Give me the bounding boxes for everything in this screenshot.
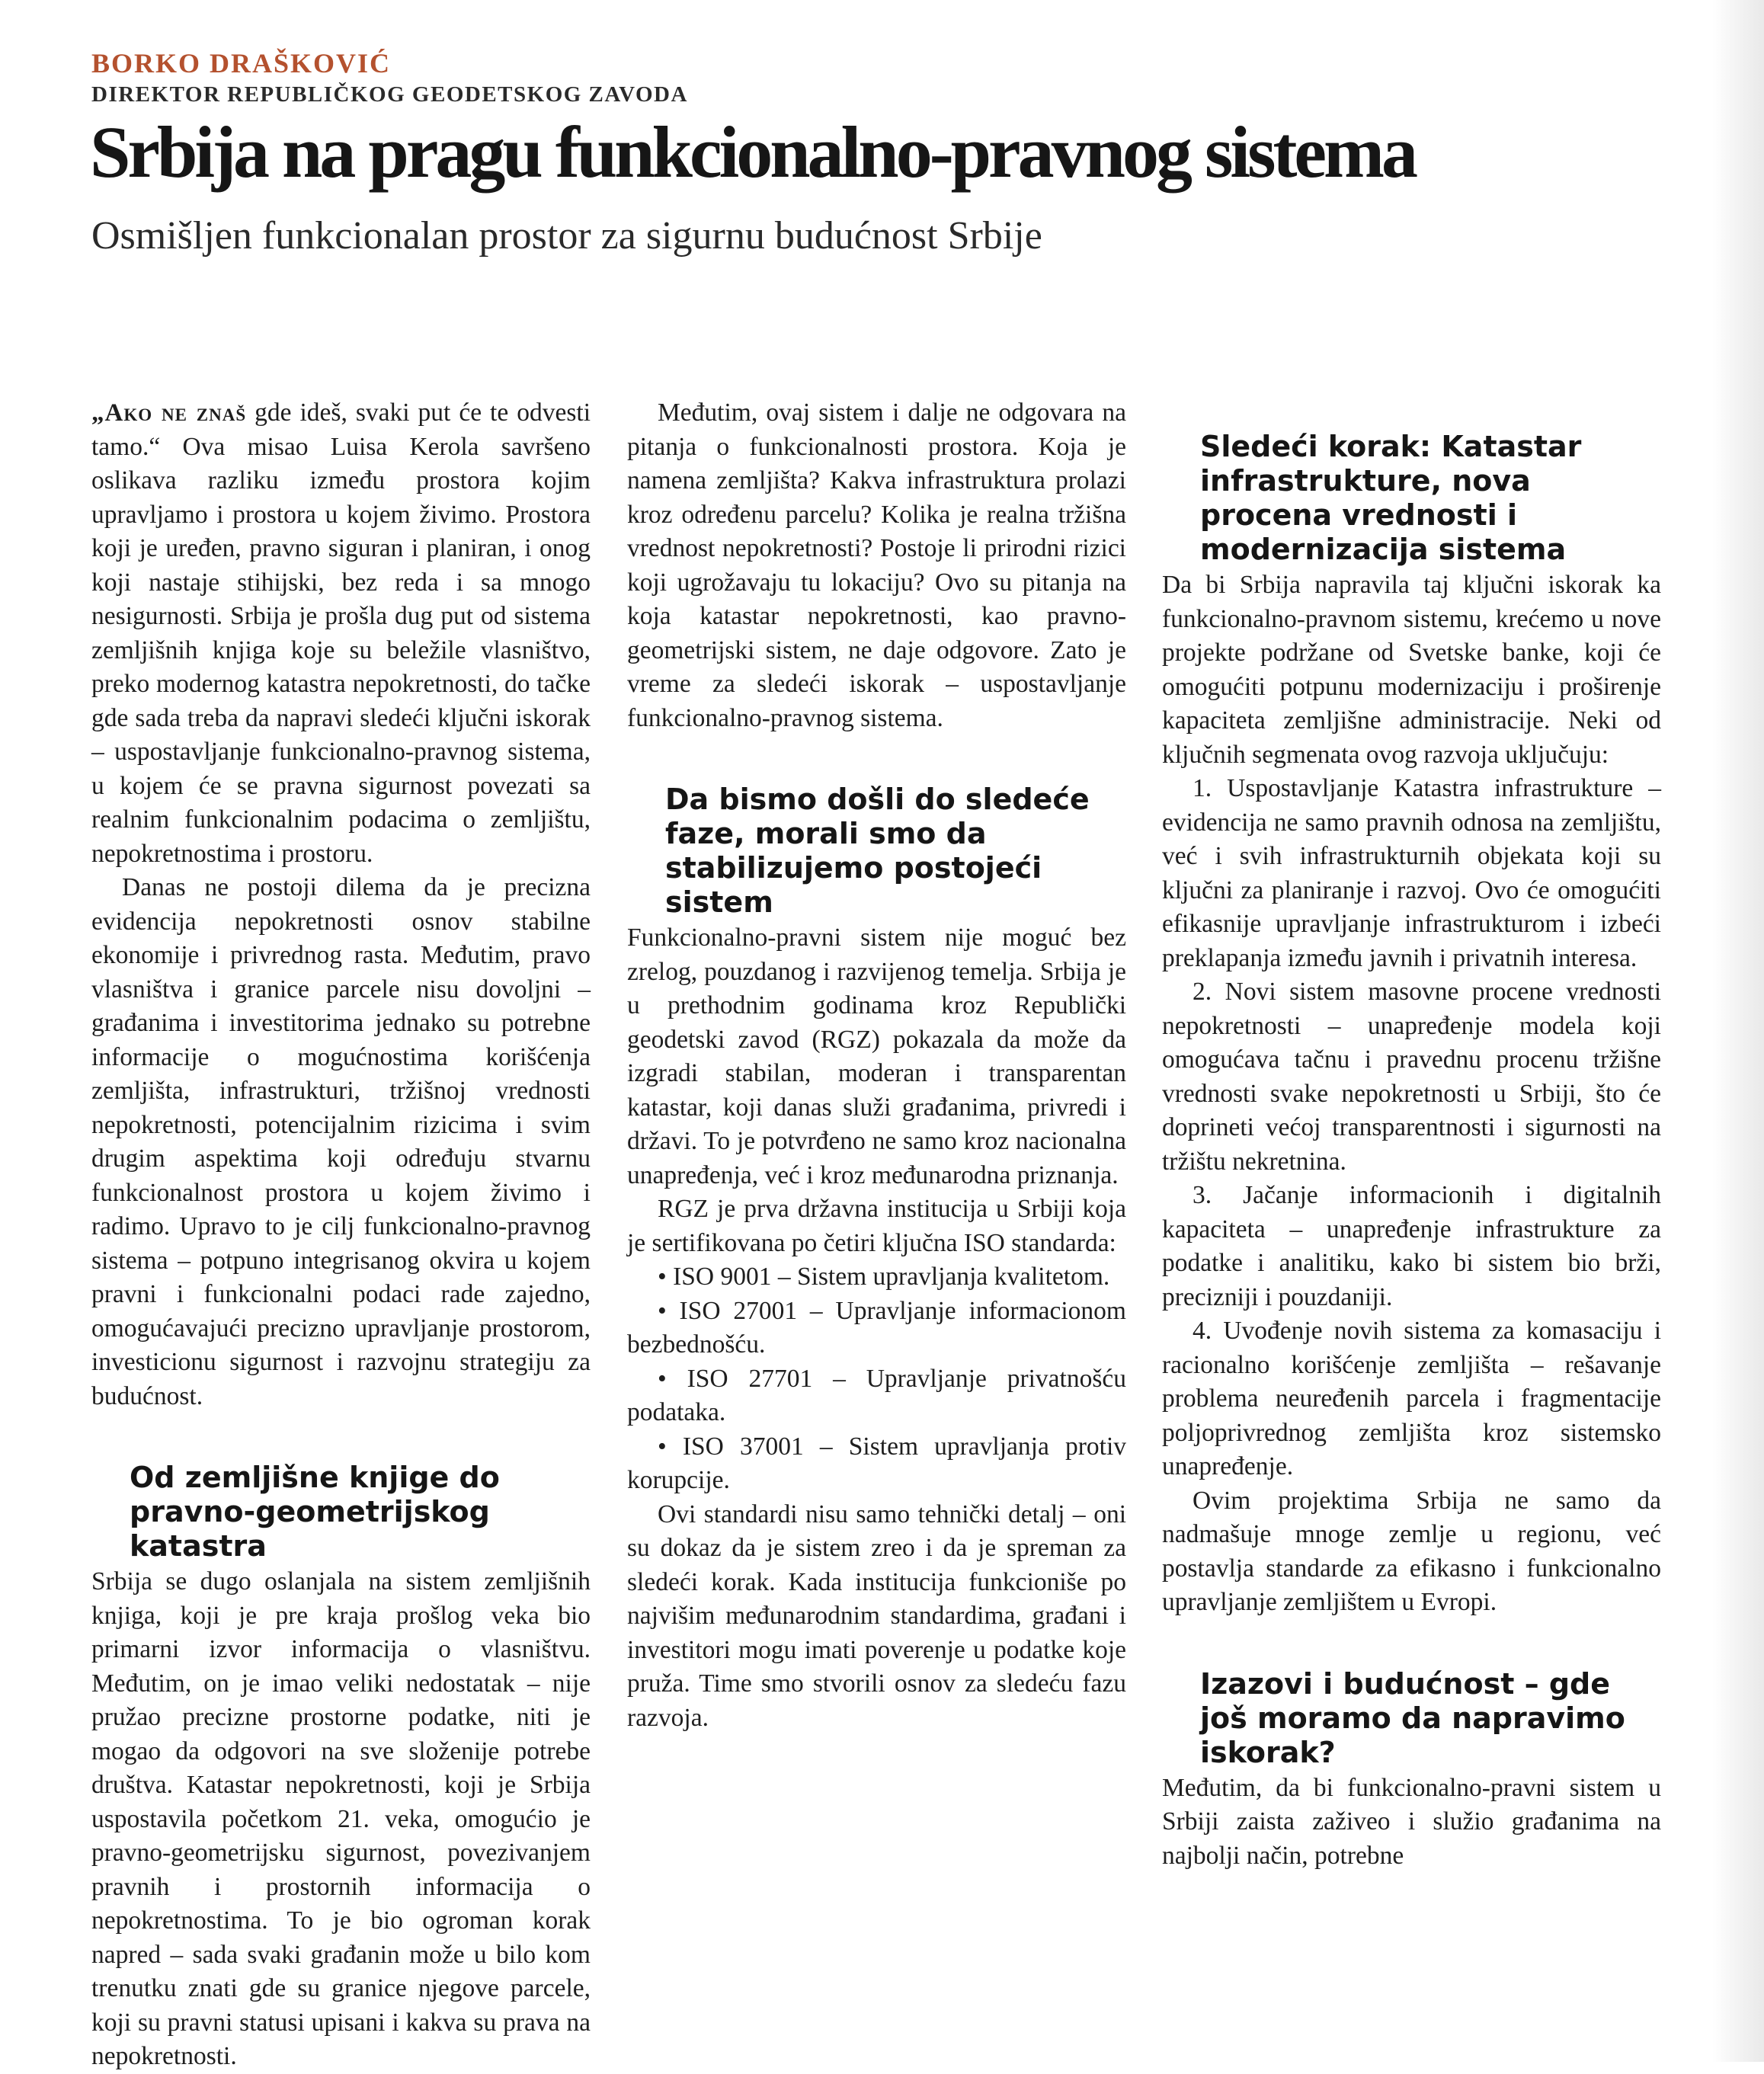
list-item: 1. Uspostavljanje Katastra infrastrukture – evidencija ne samo pravnih odnosa na zemljištu, već i svih infrastrukturnih objekata koji su ključni za planiranje i razvoj. Ovo će omogućiti efikasnije upravljanje infrastrukturom i izbeći preklapanja između javnih i privatnih interesa. [1162, 774, 1661, 972]
author-name: BORKO DRAŠKOVIĆ [91, 48, 392, 78]
paragraph: RGZ je prva državna institucija u Srbiji koja je sertifikovana po četiri ključna ISO standarda: [627, 1195, 1126, 1257]
scan-edge-shadow [1712, 0, 1764, 2062]
paragraph [91, 396, 591, 871]
section-heading: Od zemljišne knjige do pravno-geometrijskog katastra [130, 1461, 500, 1563]
list-item: 3. Jačanje informacionih i digitalnih kapaciteta – unapređenje infrastrukture za podatke i analitiku, kako bi sistem bio brži, precizniji i pouzdaniji. [1162, 1181, 1661, 1311]
paragraph: Ovim projektima Srbija ne samo da nadmašuje mnoge zemlje u regionu, već postavlja standarde za efikasno i funkcionalno upravljanje zemljištem u Evropi. [1162, 1486, 1661, 1616]
paragraph: Danas ne postoji dilema da je precizna evidencija nepokretnosti osnov stabilne ekonomije i privrednog rasta. Međutim, pravo vlasništva i granice parcele nisu dovoljni – građanima i investitorima jednako su potrebne informacije o mogućnostima korišćenja zemljišta, infrastrukturi, tržišnoj vrednosti nepokretnosti, potencijalnim rizicima i svim drugim aspektima koji određuju stvarnu funkcionalnost prostora u kojem živimo i radimo. Upravo to je cilj funkcionalno-pravnog sistema – potpuno integrisanog okvira u kojem pravni i funkcionalni podaci rade zajedno, omogućavajući precizno upravljanje prostorom, investicionu sigurnost i razvojnu strategiju za budućnost. [91, 873, 591, 1410]
list-item: 4. Uvođenje novih sistema za komasaciju i racionalno korišćenje zemljišta – rešavanje problema neuređenih parcela i fragmentacije poljoprivrednog zemljišta kroz sistemsko unapređenje. [1162, 1317, 1661, 1480]
article-column-3 [1162, 396, 1661, 2050]
list-item: • ISO 9001 – Sistem upravljanja kvalitetom. [658, 1263, 1110, 1291]
article-column-1 [91, 396, 591, 2070]
paragraph-text: gde ideš, svaki put će te odvesti tamo.“ Ova misao Luisa Kerola savršeno oslikava razliku između prostora kojim upravljamo i prostora u kojem živimo. Prostora koji je uređen, pravno siguran i planiran, i onog koji nastaje stihijski, bez reda i sa mnogo nesigurnosti. Srbija je prošla dug put od sistema zemljišnih knjiga koje su beležile vlasništvo, preko modernog katastra nepokretnosti, do tačke gde sada treba da napravi sledeći ključni iskorak – uspostavljanje funkcionalno-pravnog sistema, u kojem će se pravna sigurnost povezati sa realnim funkcionalnim podacima o zemljištu, nepokretnostima i prostoru. [91, 398, 591, 868]
article-column-2 [627, 396, 1126, 2050]
section-heading: Sledeći korak: Katastar infrastrukture, nova procena vrednosti i modernizacija sistema [1200, 430, 1582, 566]
author-role: DIREKTOR REPUBLIČKOG GEODETSKOG ZAVODA [91, 82, 688, 107]
section-heading: Da bismo došli do sledeće faze, morali smo da stabilizujemo postojeći sistem [665, 783, 1090, 919]
article-subheadline: Osmišljen funkcionalan prostor za sigurnu budućnost Srbije [91, 214, 1042, 258]
list-item: • ISO 27001 – Upravljanje informacionom bezbednošću. [627, 1296, 1126, 1359]
lead-in: „Ako ne znaš [91, 399, 247, 427]
article-headline: Srbija na pragu funkcionalno-pravnog sistema [90, 111, 1415, 193]
paragraph: Međutim, da bi funkcionalno-pravni sistem u Srbiji zaista zaživeo i služio građanima na najbolji način, potrebne [1162, 1773, 1661, 1870]
paragraph: Ovi standardi nisu samo tehnički detalj – oni su dokaz da je sistem zreo i da je spreman za sledeći korak. Kada institucija funkcioniše po najvišim međunarodnim standardima, građani i investitori mogu imati poverenje u podatke koje pruža. Time smo stvorili osnov za sledeću fazu razvoja. [627, 1499, 1126, 1732]
paragraph: Funkcionalno-pravni sistem nije moguć bez zrelog, pouzdanog i razvijenog temelja. Srbija je u prethodnim godinama kroz Republički geodetski zavod (RGZ) pokazala da može da izgradi stabilan, moderan i transparentan katastar, koji danas služi građanima, privredi i državi. To je potvrđeno ne samo kroz nacionalna unapređenja, već i kroz međunarodna priznanja. [627, 923, 1126, 1189]
paragraph: Srbija se dugo oslanjala na sistem zemljišnih knjiga, koji je pre kraja prošlog veka bio primarni izvor informacija o vlasništvu. Međutim, on je imao veliki nedostatak – nije pružao precizne prostorne podatke, niti je mogao da odgovori na sve složenije potrebe društva. Katastar nepokretnosti, koji je Srbija uspostavila početkom 21. veka, omogućio je pravno-geometrijsku sigurnost, povezivanjem pravnih i prostornih informacija o nepokretnostima. To je bio ogroman korak napred – sada svaki građanin može u bilo kom trenutku znati gde su granice njegove parcele, koji su pravni statusi upisani i kakva su prava na nepokretnosti. [91, 1567, 591, 2070]
section-heading: Izazovi i budućnost – gde još moramo da napravimo iskorak? [1200, 1666, 1625, 1769]
paragraph: Međutim, ovaj sistem i dalje ne odgovara na pitanja o funkcionalnosti prostora. Koja je namena zemljišta? Kakva infrastruktura prolazi kroz određenu parcelu? Kolika je realna tržišna vrednost nepokretnosti? Postoje li prirodni rizici koji ugrožavaju tu lokaciju? Ovo su pitanja na koja katastar nepokretnosti, kao pravno-geometrijski sistem, ne daje odgovore. Zato je vreme za sledeći iskorak – uspostavljanje funkcionalno-pravnog sistema. [627, 398, 1126, 732]
paragraph: Da bi Srbija napravila taj ključni iskorak ka funkcionalno-pravnom sistemu, krećemo u nove projekte podržane od Svetske banke, koji će omogućiti potpunu modernizaciju i proširenje kapaciteta zemljišne administracije. Neki od ključnih segmenata ovog razvoja uključuju: [1162, 571, 1661, 769]
list-item: • ISO 27701 – Upravljanje privatnošću podataka. [627, 1364, 1126, 1426]
list-item: • ISO 37001 – Sistem upravljanja protiv korupcije. [627, 1432, 1126, 1494]
list-item: 2. Novi sistem masovne procene vrednosti nepokretnosti – unapređenje modela koji omogućava tačnu i pravednu procenu tržišne vrednosti svake nepokretnosti u Srbiji, što će doprineti većoj transparentnosti i sigurnosti na tržištu nekretnina. [1162, 978, 1661, 1176]
